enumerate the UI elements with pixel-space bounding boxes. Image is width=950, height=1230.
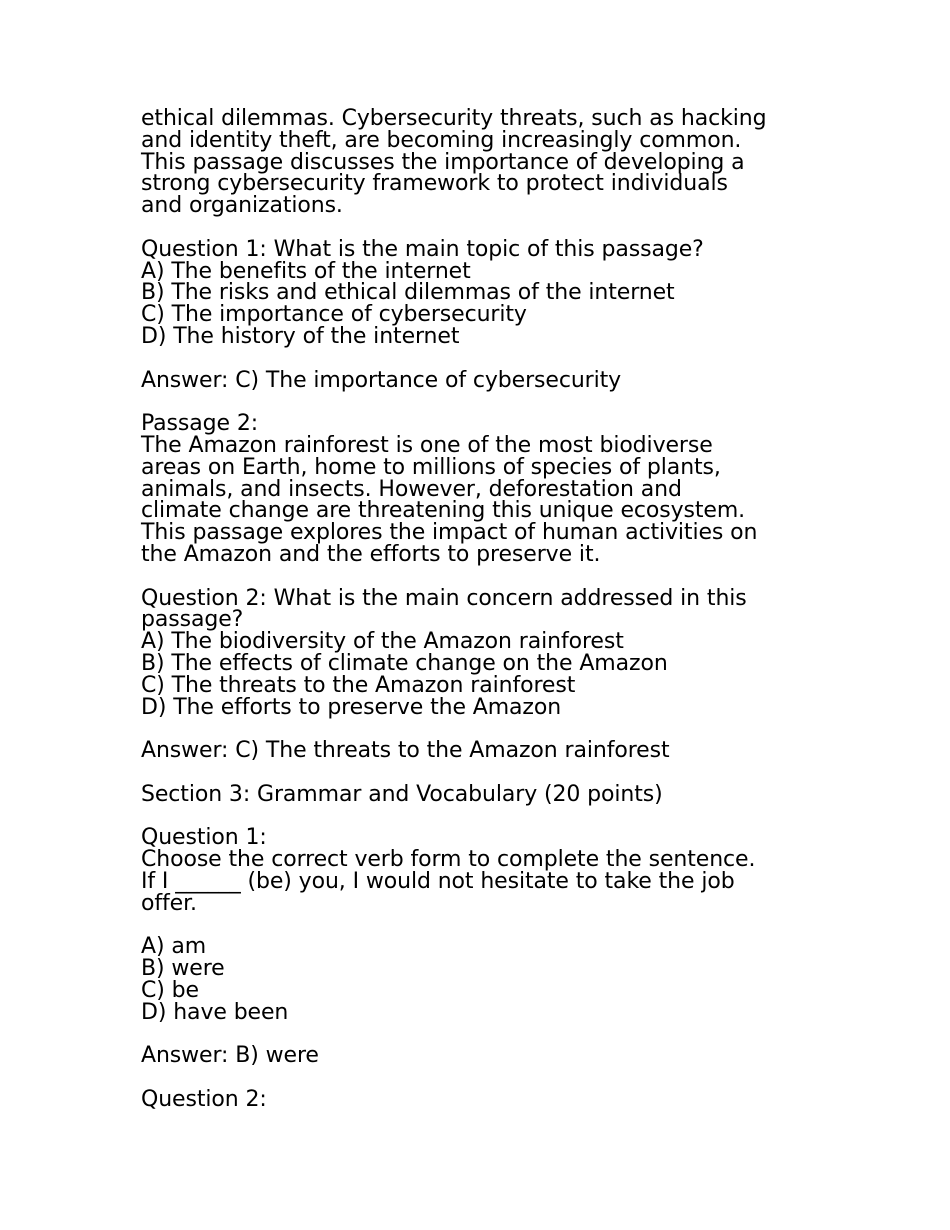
option-d: D) have been [141, 999, 289, 1025]
section-heading: Section 3: Grammar and Vocabulary (20 points) [141, 781, 663, 807]
question-text: Question 1: What is the main topic of this passage? [141, 236, 704, 262]
text-line: ethical dilemmas. Cybersecurity threats, such as hacking [141, 106, 767, 131]
question-2 [141, 585, 841, 720]
option-c: C) be [141, 977, 199, 1003]
text-line: the Amazon and the efforts to preserve it. [141, 541, 601, 567]
answer-text: Answer: B) were [141, 1043, 319, 1069]
question-1-answer [141, 367, 841, 393]
passage-1-text [141, 108, 841, 217]
grammar-question-1 [141, 827, 841, 914]
text-line: This passage explores the impact of human activities on [141, 520, 758, 546]
grammar-question-1-options [141, 936, 841, 1023]
option-a: A) The biodiversity of the Amazon rainforest [141, 629, 624, 655]
grammar-question-1-answer [141, 1045, 841, 1067]
passage-heading: Passage 2: [141, 411, 259, 437]
question-heading: Question 1: [141, 825, 267, 851]
text-line: strong cybersecurity framework to protect individuals [141, 171, 728, 197]
option-c: C) The importance of cybersecurity [141, 302, 527, 328]
question-text: If I ______ (be) you, I would not hesitate to take the job [141, 868, 735, 894]
question-text: Question 2: What is the main concern addressed in this [141, 585, 747, 611]
question-text: passage? [141, 607, 244, 633]
section-3-heading [141, 781, 841, 807]
text-line: and identity theft, are becoming increasingly common. [141, 127, 742, 153]
option-c: C) The threats to the Amazon rainforest [141, 672, 576, 698]
option-b: B) The risks and ethical dilemmas of the internet [141, 280, 675, 306]
text-line: climate change are threatening this unique ecosystem. [141, 498, 746, 524]
answer-text: Answer: C) The importance of cybersecurity [141, 367, 622, 393]
question-2-answer [141, 740, 841, 762]
text-line: and organizations. [141, 193, 343, 219]
text-line: The Amazon rainforest is one of the most biodiverse [141, 432, 713, 458]
option-a: A) am [141, 934, 207, 960]
question-1 [141, 236, 841, 349]
grammar-question-2 [141, 1086, 841, 1112]
option-d: D) The history of the internet [141, 323, 460, 349]
option-b: B) were [141, 956, 225, 982]
option-b: B) The effects of climate change on the Amazon [141, 650, 668, 676]
text-line: animals, and insects. However, deforestation and [141, 476, 682, 502]
passage-2 [141, 413, 841, 566]
document-page [141, 108, 841, 1132]
option-d: D) The efforts to preserve the Amazon [141, 694, 562, 720]
text-line: This passage discusses the importance of developing a [141, 149, 745, 175]
text-line: areas on Earth, home to millions of species of plants, [141, 454, 721, 480]
answer-text: Answer: C) The threats to the Amazon rainforest [141, 738, 670, 764]
question-text: Choose the correct verb form to complete the sentence. [141, 847, 756, 873]
question-heading: Question 2: [141, 1086, 267, 1112]
question-text: offer. [141, 890, 197, 916]
option-a: A) The benefits of the internet [141, 258, 471, 284]
